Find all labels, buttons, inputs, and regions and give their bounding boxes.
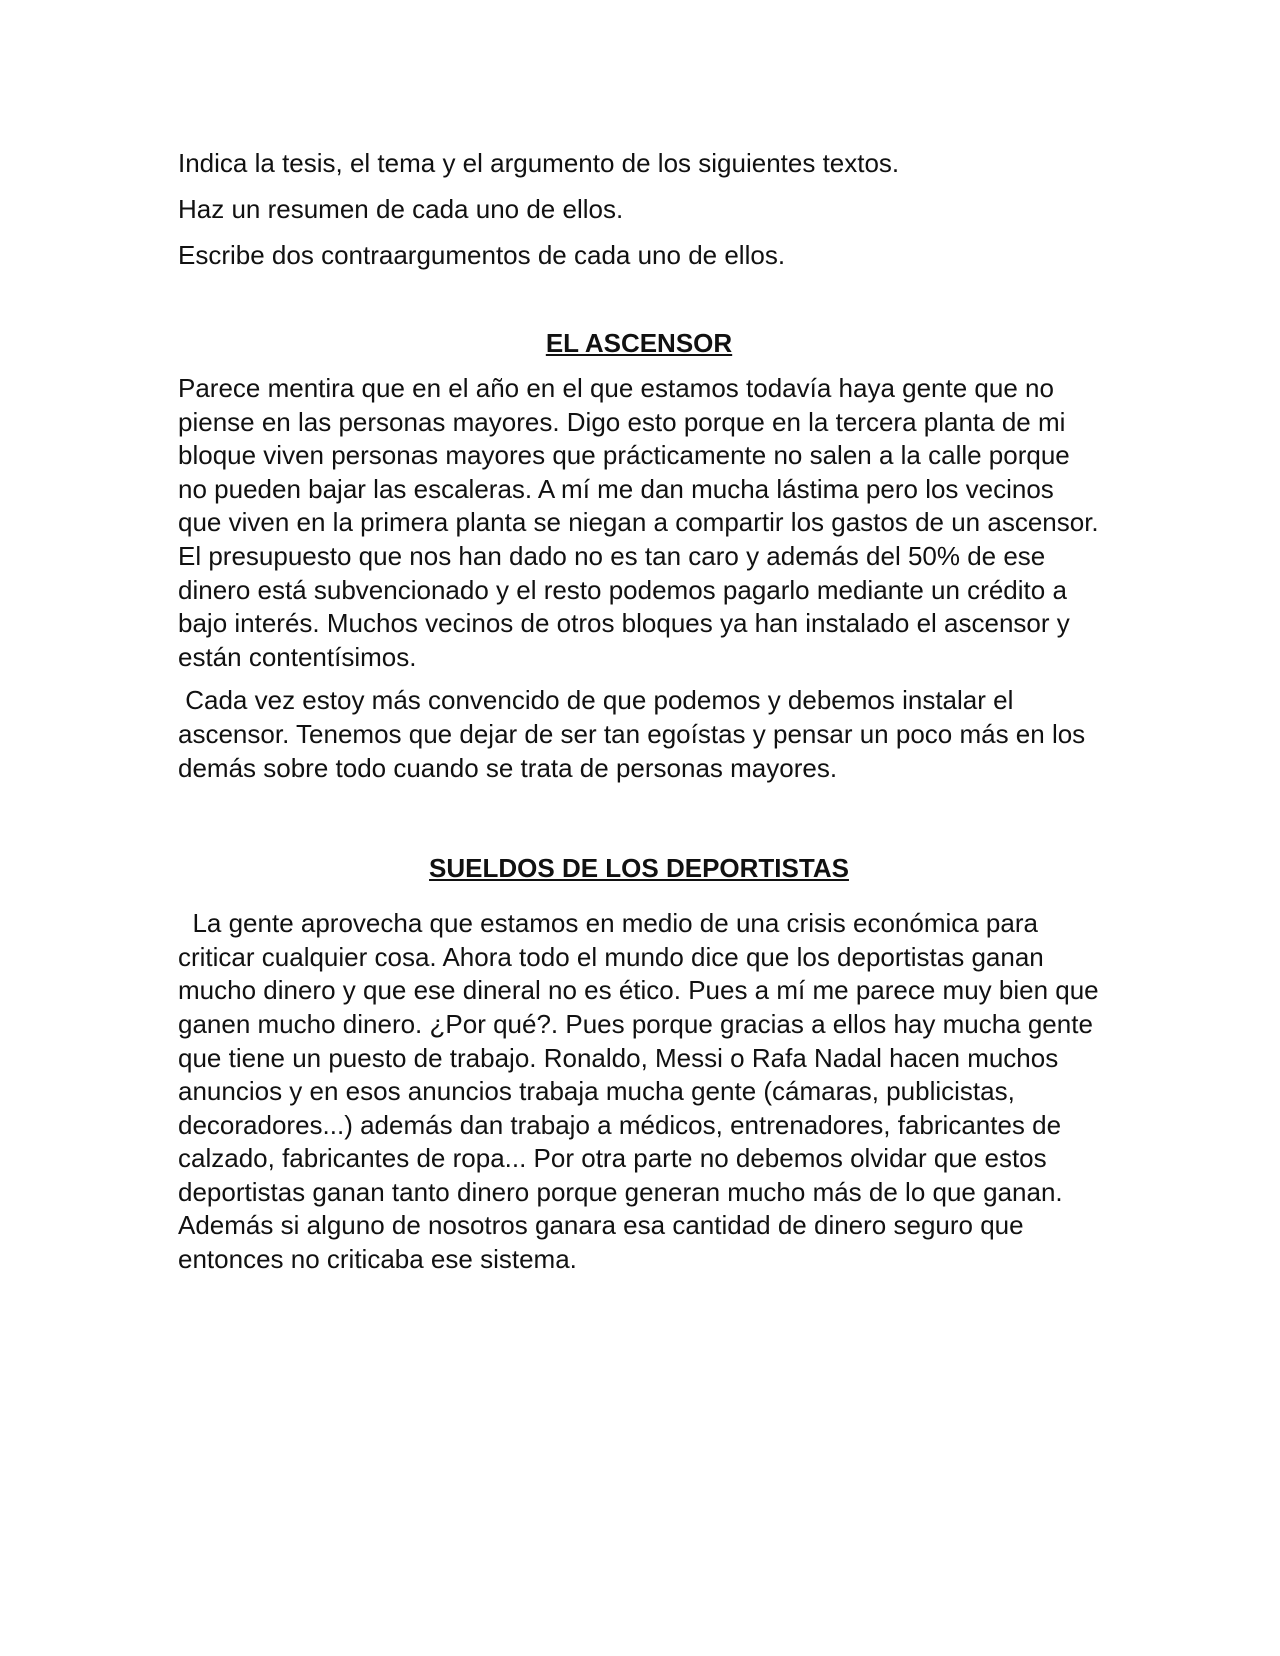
section-title-deportistas: SUELDOS DE LOS DEPORTISTAS xyxy=(429,853,849,884)
instructions-block xyxy=(178,146,1100,272)
instruction-line: Haz un resumen de cada uno de ellos. xyxy=(178,194,624,224)
section-paragraph: Parece mentira que en el año en el que estamos todavía haya gente que no piense en las personas mayores. Digo esto porque en la tercera planta de mi bloque viven personas mayores que prácticamente no salen a la calle porque no pueden bajar las escaleras. A mí me dan mucha lástima pero los vecinos que viven en la primera planta se niegan a compartir los gastos de un ascensor. El presupuesto que nos han dado no es tan caro y además del 50% de ese dinero está subvencionado y el resto podemos pagarlo mediante un crédito a bajo interés. Muchos vecinos de otros bloques ya han instalado el ascensor y están contentísimos. xyxy=(178,373,1106,672)
section-title-ascensor: EL ASCENSOR xyxy=(545,328,733,358)
section-paragraph: La gente aprovecha que estamos en medio de una crisis económica para criticar cualquier cosa. Ahora todo el mundo dice que los deportistas ganan mucho dinero y que ese dineral no es ético. Pues a mí me parece muy bien que ganen mucho dinero. ¿Por qué?. Pues porque gracias a ellos hay mucha gente que tiene un puesto de trabajo. Ronaldo, Messi o Rafa Nadal hacen muchos anuncios y en esos anuncios trabaja mucha gente (cámaras, publicistas, decoradores...) además dan trabajo a médicos, entrenadores, fabricantes de calzado, fabricantes de ropa... Por otra parte no debemos olvidar que estos deportistas ganan tanto dinero porque generan mucho más de lo que ganan. Además si alguno de nosotros ganara esa cantidad de dinero seguro que entonces no criticaba ese sistema. xyxy=(178,908,1106,1275)
instruction-line: Indica la tesis, el tema y el argumento de los siguientes textos. xyxy=(178,148,900,178)
section-paragraph: Cada vez estoy más convencido de que podemos y debemos instalar el ascensor. Tenemos que dejar de ser tan egoístas y pensar un poco más en los demás sobre todo cuando se trata de personas mayores. xyxy=(178,685,1093,783)
instruction-line: Escribe dos contraargumentos de cada uno de ellos. xyxy=(178,240,786,270)
document-content xyxy=(178,146,1106,1277)
